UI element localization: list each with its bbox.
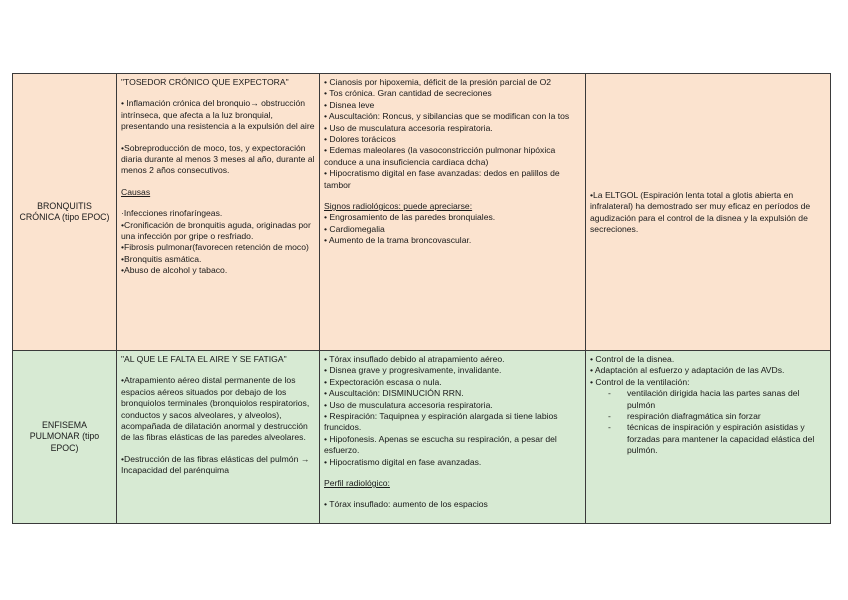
- description-heading: "AL QUE LE FALTA EL AIRE Y SE FATIGA": [121, 354, 287, 364]
- row-label-enfisema: ENFISEMA PULMONAR (tipo EPOC): [13, 351, 117, 524]
- description-paragraph: • Inflamación crónica del bronquio→ obstrucción intrínseca, que afecta a la luz bronquial, presentando una resistencia a la expulsión del aire: [121, 98, 315, 132]
- sign-item: • Hipocratismo digital en fase avanzadas: dedos en palillos de tambor: [324, 168, 560, 190]
- cause-item: •Cronificación de bronquitis aguda, originadas por una infección por gripe o resfriado.: [121, 219, 311, 242]
- treatment-cell-bronquitis: [586, 74, 831, 351]
- treatment-item: • Control de la disnea.: [590, 354, 675, 364]
- sign-item: • Disnea grave y progresivamente, invalidante.: [324, 365, 502, 376]
- sign-item: • Dolores torácicos: [324, 134, 396, 145]
- treatment-item: • Control de la ventilación:: [590, 376, 690, 387]
- sub-list-item: - técnicas de inspiración y espiración asistidas y forzadas para mantener la capacidad elástica del pulmón.: [590, 422, 826, 456]
- sign-item: • Uso de musculatura accesoria respiratoria.: [324, 122, 493, 133]
- sign-item: • Auscultación: DISMINUCIÓN RRN.: [324, 388, 464, 399]
- sign-item: • Respiración: Taquipnea y espiración alargada si tiene labios fruncidos.: [324, 411, 558, 433]
- signs-cell-bronquitis: [320, 74, 586, 351]
- table-row-enfisema: [13, 351, 831, 524]
- description-paragraph: •Sobreproducción de moco, tos, y expectoración diaria durante al menos 3 meses al año, durante al menos 2 años consecutivos.: [121, 142, 315, 176]
- radiology-item: • Tórax insuflado: aumento de los espacios: [324, 499, 488, 510]
- sign-item: • Tos crónica. Gran cantidad de secreciones: [324, 88, 492, 99]
- description-paragraph: •Atrapamiento aéreo distal permanente de los espacios aéreos situados por debajo de los bronquiolos terminales (bronquiolos respiratorios, conductos y sacos alveolares, y alveolos), acompañada de dilatación anormal y destrucción de las fibras elásticas de las paredes alveolares.: [121, 375, 310, 443]
- cause-item: •Abuso de alcohol y tabaco.: [121, 265, 228, 276]
- sign-item: • Edemas maleolares (la vasoconstricción pulmonar hipóxica conduce a una insuficiencia cardiaca dcha): [324, 145, 556, 167]
- sub-list-item: - respiración diafragmática sin forzar: [590, 411, 826, 422]
- ventilation-sublist: [590, 388, 826, 456]
- sign-item: • Uso de musculatura accesoria respiratoria.: [324, 399, 493, 410]
- sign-item: • Hipocratismo digital en fase avanzadas.: [324, 456, 482, 467]
- radiology-item: • Engrosamiento de las paredes bronquiales.: [324, 212, 496, 223]
- signs-cell-enfisema: [320, 351, 586, 524]
- radiology-item: • Cardiomegalia: [324, 223, 385, 234]
- description-cell-bronquitis: [117, 74, 320, 351]
- row-label-bronquitis: BRONQUITIS CRÓNICA (tipo EPOC): [13, 74, 117, 351]
- radiology-title: Signos radiológicos: puede apreciarse:: [324, 201, 473, 212]
- sign-item: • Tórax insuflado debido al atrapamiento aéreo.: [324, 354, 505, 364]
- radiology-item: • Aumento de la trama broncovascular.: [324, 235, 472, 246]
- sign-item: • Disnea leve: [324, 99, 375, 110]
- treatment-cell-enfisema: [586, 351, 831, 524]
- cause-item: •Bronquitis asmática.: [121, 253, 202, 264]
- treatment-text: •La ELTGOL (Espiración lenta total a glotis abierta en infralateral) ha demostrado ser muy eficaz en períodos de agudización para el control de la disnea y la expulsión de secreciones.: [590, 189, 811, 234]
- cause-item: ·Infecciones rinofaríngeas.: [121, 208, 223, 219]
- comparison-table: [12, 73, 831, 524]
- sign-item: • Hipofonesis. Apenas se escucha su respiración, a pesar del esfuerzo.: [324, 433, 557, 456]
- causes-title: Causas: [121, 186, 151, 197]
- treatment-item: • Adaptación al esfuerzo y adaptación de las AVDs.: [590, 365, 785, 376]
- radiology-title: Perfil radiológico:: [324, 478, 390, 489]
- sub-list-item: - ventilación dirigida hacia las partes sanas del pulmón: [590, 388, 826, 411]
- cause-item: •Fibrosis pulmonar(favorecen retención de moco): [121, 242, 309, 253]
- table-row-bronquitis: [13, 74, 831, 351]
- description-paragraph: •Destrucción de las fibras elásticas del pulmón → Incapacidad del parénquima: [121, 453, 310, 476]
- description-cell-enfisema: [117, 351, 320, 524]
- description-heading: "TOSEDOR CRÓNICO QUE EXPECTORA": [121, 77, 289, 87]
- sign-item: • Expectoración escasa o nula.: [324, 376, 442, 387]
- sign-item: • Cianosis por hipoxemia, déficit de la presión parcial de O2: [324, 77, 552, 87]
- sign-item: • Auscultación: Roncus, y sibilancias que se modifican con la tos: [324, 111, 570, 122]
